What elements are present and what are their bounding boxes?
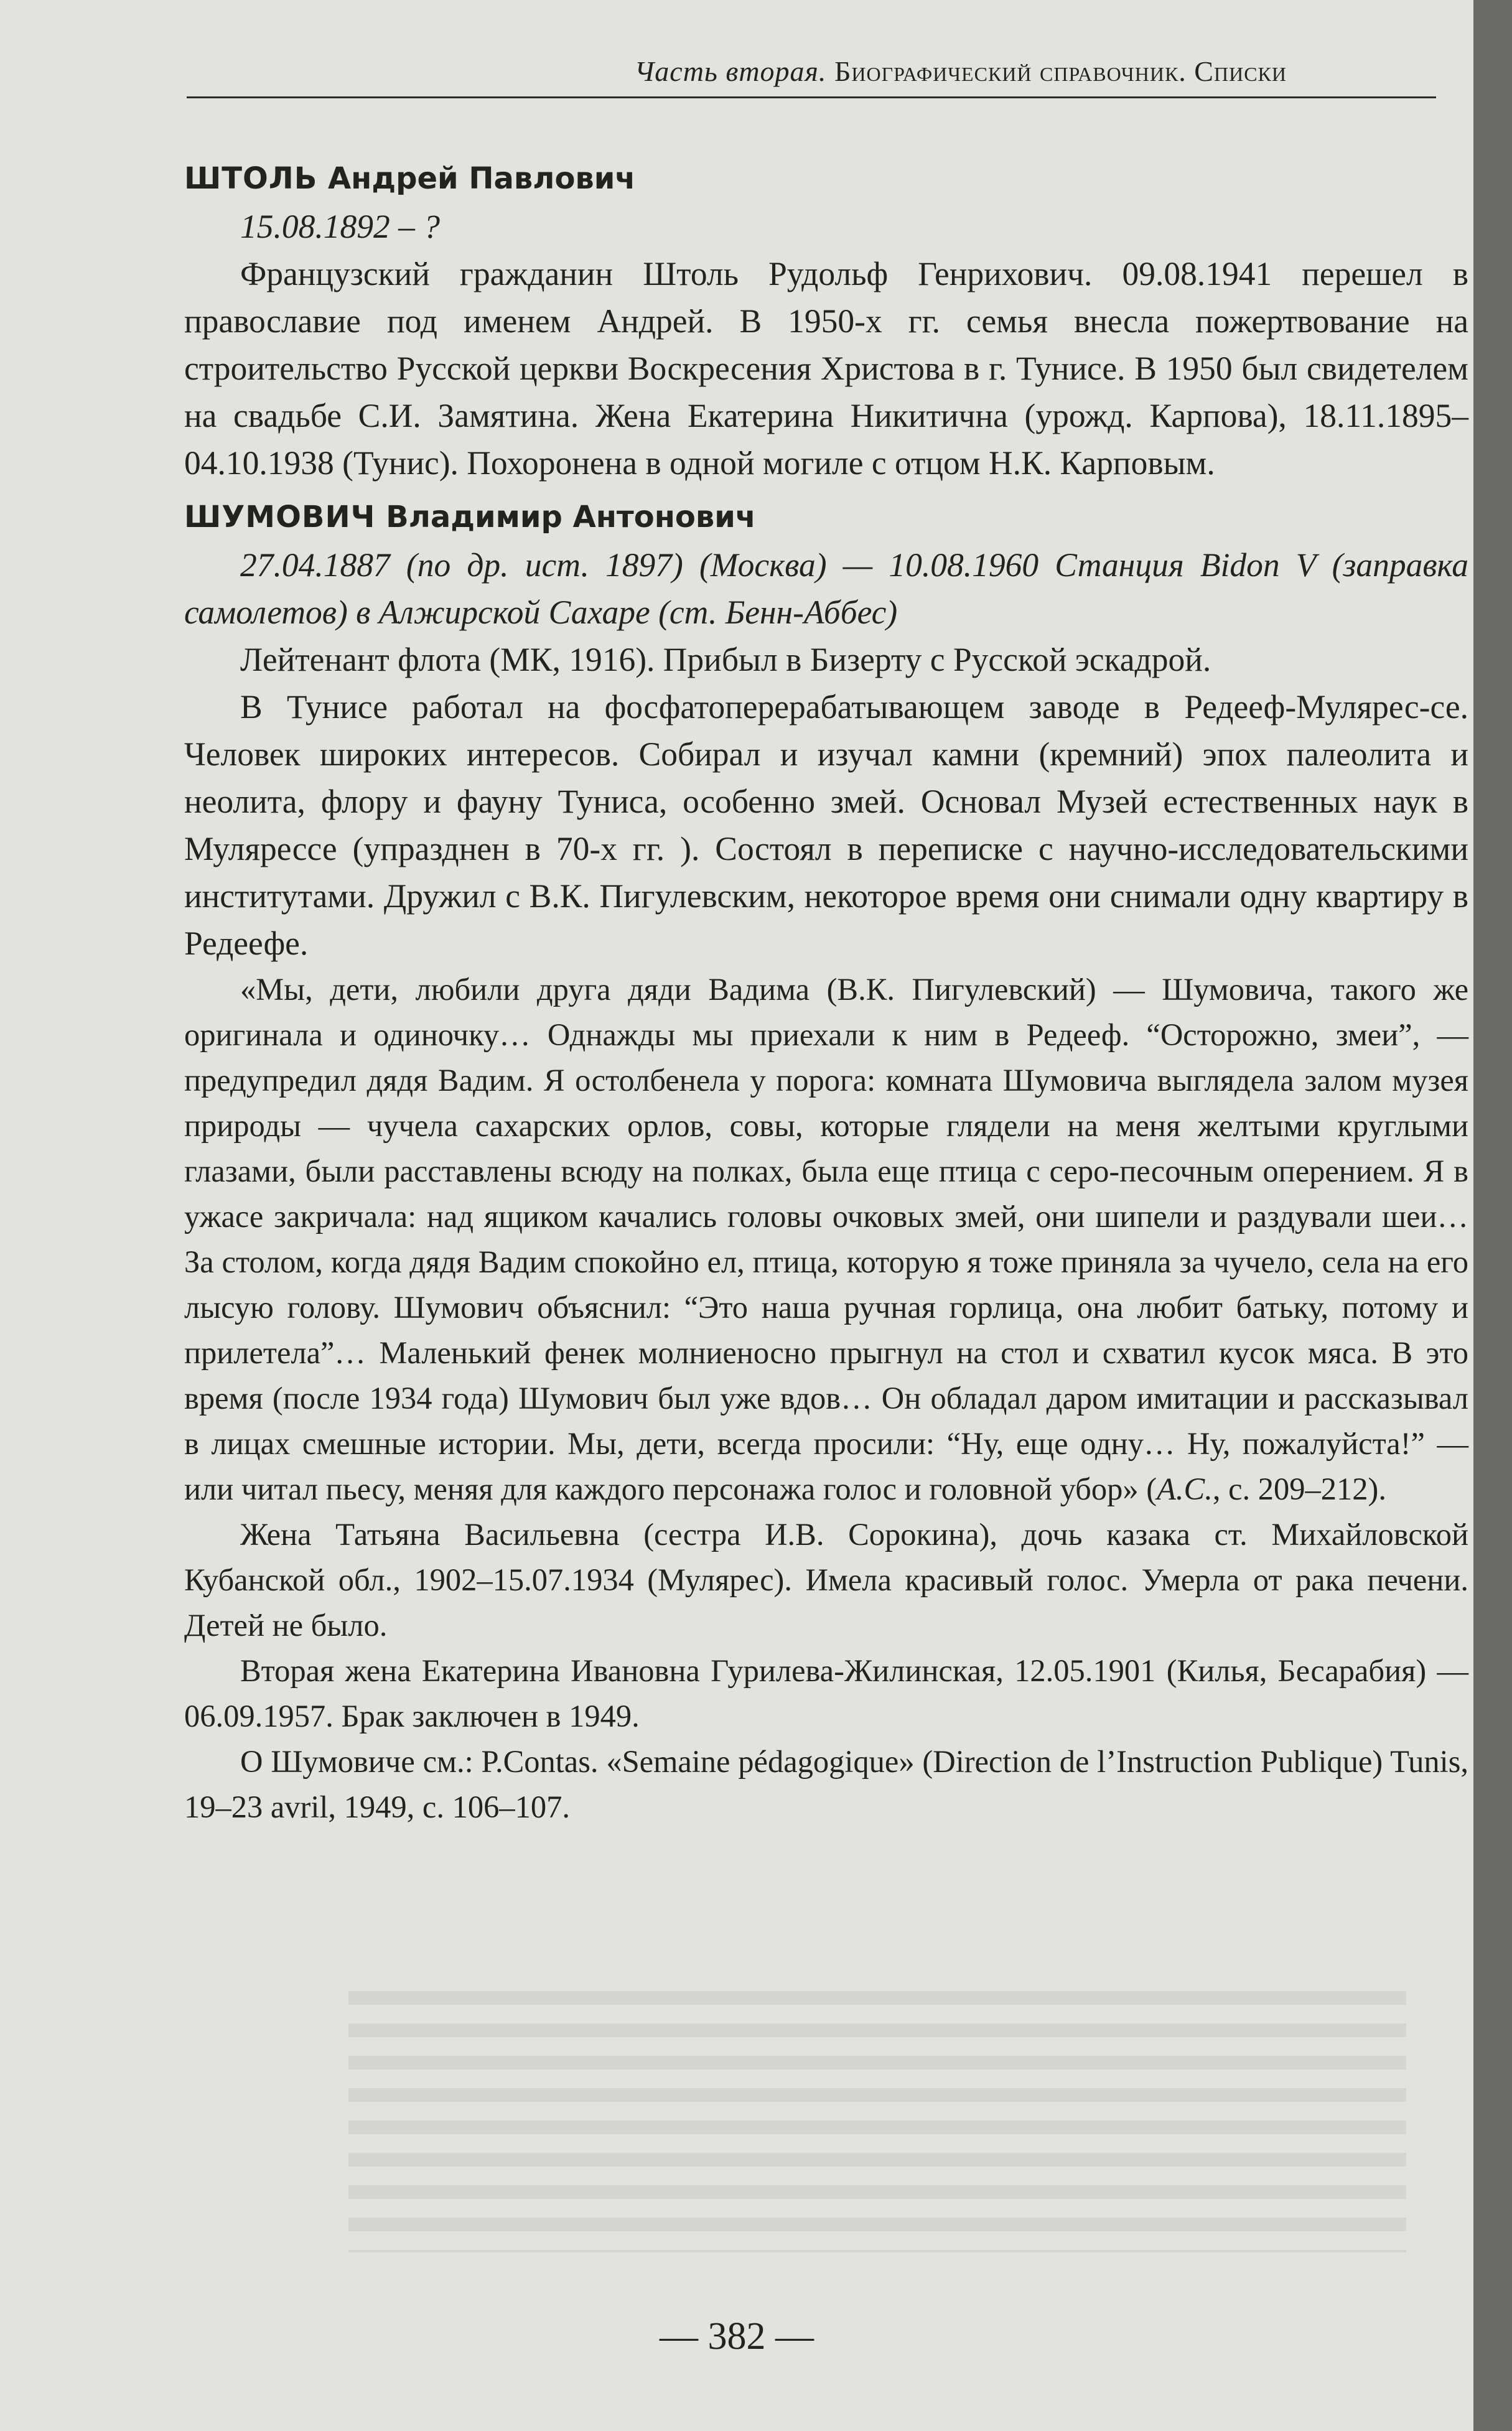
page-number: — 382 — bbox=[660, 2315, 814, 2358]
note-first-wife: Жена Татьяна Васильевна (сестра И.В. Сорокина), дочь казака ст. Михайловской Кубанской обл., 1902–15.07.1934 (Мулярес). Имела красивый голос. Умерла от рака печени. Детей не было. bbox=[184, 1517, 1468, 1643]
running-head bbox=[187, 55, 1436, 98]
entry-shtol bbox=[184, 154, 1468, 487]
entry-heading bbox=[184, 154, 1468, 203]
entry-dates: 27.04.1887 (по др. ист. 1897) (Москва) — 10.08.1960 Станция Bidon V (заправка самолетов) в Алжирской Сахаре (ст. Бенн-Аббес) bbox=[184, 546, 1468, 631]
quote-text: «Мы, дети, любили друга дяди Вадима (В.К. Пигулевский) — Шумовича, такого же оригинала и одиночку… Однажды мы приехали к ним в Редееф. “Осторожно, змеи”, — предупредил дядя Вадим. Я остолбенела у порога: комната Шумовича выглядела залом музея природы — чучела сахарских орлов, совы, которые глядели на меня желтыми круглыми глазами, были расставлены всюду на полках, была еще птица с серо-песочным оперением. Я в ужасе закричала: над ящиком качались головы очковых змей, они шипели и раздували шеи… За столом, когда дядя Вадим спокойно ел, птица, которую я тоже приняла за чучело, села на его лысую голову. Шумович объяснил: “Это наша ручная горлица, она любит батьку, потому и прилетела”… Маленький фенек молниеносно прыгнул на стол и схватил кусок мяса. В это время (после 1934 года) Шумович был уже вдов… Он обладал даром имитации и рассказывал в лицах смешные истории. Мы, дети, всегда просили: “Ну, еще одну… Ну, пожалуйста!” — или читал пьесу, меняя для каждого персонажа голос и головной убор» ( bbox=[184, 972, 1468, 1506]
entry-given-names: Андрей Павлович bbox=[328, 161, 636, 196]
entry-surname: ШУМОВИЧ bbox=[184, 500, 376, 534]
quote-pages: , с. 209–212). bbox=[1212, 1472, 1386, 1506]
quote-source: А.С. bbox=[1157, 1472, 1213, 1506]
entry-dates: 15.08.1892 – ? bbox=[240, 208, 440, 245]
entry-surname: ШТОЛЬ bbox=[184, 161, 318, 196]
entry-paragraph: Лейтенант флота (МК, 1916). Прибыл в Бизерту с Русской эскадрой. bbox=[240, 641, 1211, 678]
note-reference: О Шумовиче см.: P.Contas. «Semaine pédagogique» (Direction de l’Instruction Publique) Tunis, 19–23 avril, 1949, с. 106–107. bbox=[184, 1744, 1468, 1824]
entry-shumovich bbox=[184, 493, 1468, 1830]
note-second-wife: Вторая жена Екатерина Ивановна Гурилева-Жилинская, 12.05.1901 (Килья, Бесарабия) — 06.09.1957. Брак заключен в 1949. bbox=[184, 1653, 1468, 1733]
page-content bbox=[184, 154, 1468, 1830]
entry-given-names: Владимир Антонович bbox=[386, 500, 756, 534]
running-head-part: Часть вторая. bbox=[634, 55, 827, 87]
running-head-title: Биографический справочник. Списки bbox=[834, 55, 1287, 87]
memoir-quote bbox=[184, 967, 1468, 1512]
show-through-text bbox=[348, 1991, 1406, 2252]
entry-heading bbox=[184, 493, 1468, 541]
entry-paragraph: В Тунисе работал на фосфатоперерабатывающем заводе в Редееф-Мулярес-се. Человек широких интересов. Собирал и изучал камни (кремний) эпох палеолита и неолита, флору и фауну Туниса, особенно змей. Основал Музей естественных наук в Мулярессе (упразднен в 70-х гг. ). Состоял в переписке с научно-исследовательскими институтами. Дружил с В.К. Пигулевским, некоторое время они снимали одну квартиру в Редеефе. bbox=[184, 688, 1468, 962]
entry-paragraph: Французский гражданин Штоль Рудольф Генрихович. 09.08.1941 перешел в православие под именем Андрей. В 1950-х гг. семья внесла пожертвование на строительство Русской церкви Воскресения Христова в г. Тунисе. В 1950 был свидетелем на свадьбе С.И. Замятина. Жена Екатерина Никитична (урожд. Карпова), 18.11.1895–04.10.1938 (Тунис). Похоронена в одной могиле с отцом Н.К. Карповым. bbox=[184, 255, 1468, 482]
